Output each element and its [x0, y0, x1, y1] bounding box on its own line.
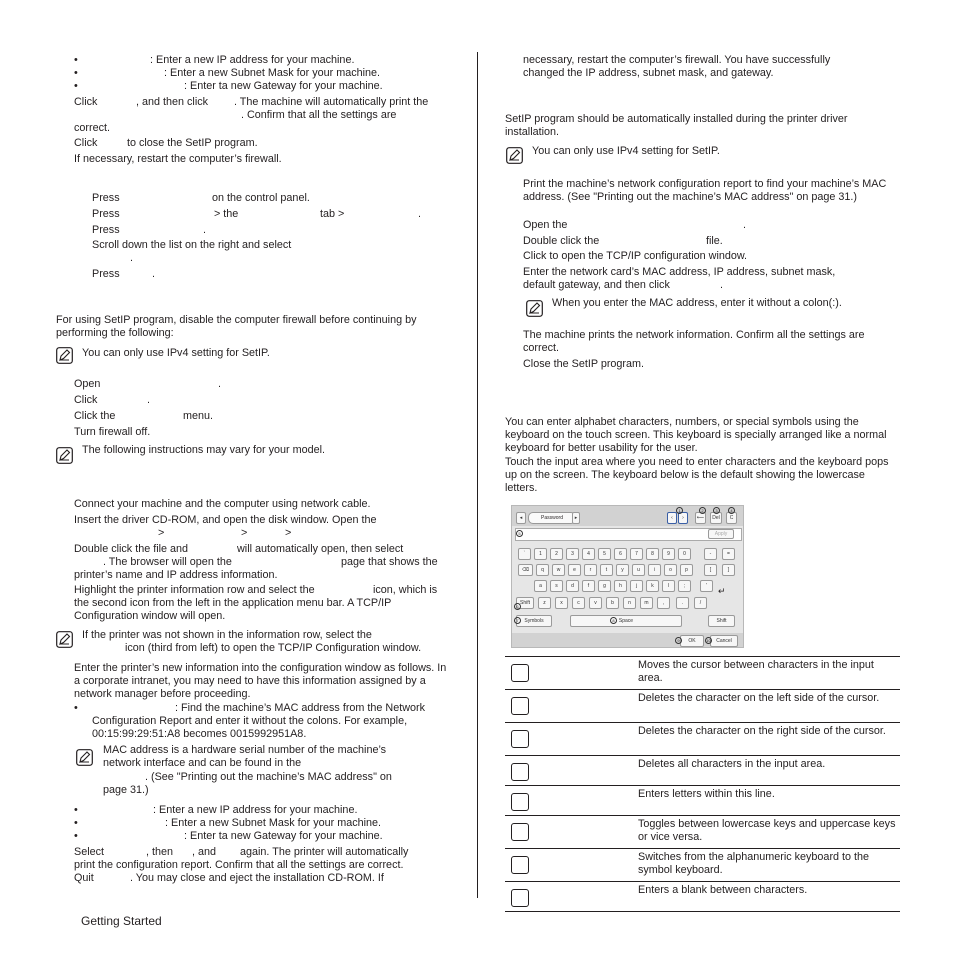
step-text: print the configuration report. Confirm that all the settings are correct. [74, 859, 404, 871]
table-row [505, 657, 900, 690]
note-icon [56, 447, 73, 464]
step-text: Turn firewall off. [74, 426, 151, 438]
shift-key-right[interactable]: Shift [708, 615, 735, 627]
cancel-button[interactable]: Cancel [710, 635, 738, 647]
step-text: . [130, 252, 133, 264]
key-row4-6[interactable]: m [640, 597, 653, 609]
step-text: > the [214, 208, 239, 220]
note-icon [526, 300, 543, 317]
space-key[interactable]: Space [570, 615, 682, 627]
step-text: . The browser will open the [103, 556, 232, 568]
legend-description: Deletes all characters in the input area. [638, 756, 900, 786]
key-row4-0[interactable]: z [538, 597, 551, 609]
page-footer: Getting Started [81, 914, 162, 928]
backspace-key[interactable]: ⌫ [518, 564, 533, 576]
password-field-label: Password [528, 512, 576, 524]
step-text: . [152, 268, 155, 280]
key-row4-7[interactable]: , [657, 597, 670, 609]
step-text: will automatically open, then select [237, 543, 404, 555]
step-text: tab > [320, 208, 345, 220]
legend-description: Deletes the character on the left side of the cursor. [638, 690, 900, 723]
legend-description: Enters a blank between characters. [638, 882, 900, 912]
key-row3-3[interactable]: f [582, 580, 595, 592]
step-text: Press [92, 208, 120, 220]
legend-description: Deletes the character on the right side of the cursor. [638, 723, 900, 756]
key-row3-4[interactable]: g [598, 580, 611, 592]
note-mac: network interface and can be found in the [103, 757, 302, 769]
step-text: If necessary, restart the computer’s firewall. [74, 153, 282, 165]
key-row1-2[interactable]: 2 [550, 548, 563, 560]
note-mac: . (See "Printing out the machine’s MAC address" on [145, 771, 392, 783]
key-row3-0[interactable]: a [534, 580, 547, 592]
key-row3-7[interactable]: k [646, 580, 659, 592]
note-not-shown: If the printer was not shown in the information row, select the [82, 629, 372, 641]
step-text: necessary, restart the computer’s firewall. You have successfully [523, 54, 831, 66]
key-row4-8[interactable]: . [676, 597, 689, 609]
table-row [505, 786, 900, 816]
step-text: Click [74, 137, 98, 149]
key-row4-3[interactable]: v [589, 597, 602, 609]
step-text: Print the machine’s network configuration report to find your machine’s MAC address. (See "Printing out the machine’s MAC address" on page 31.) [523, 178, 887, 203]
legend-description: Toggles between lowercase keys and uppercase keys or vice versa. [638, 816, 900, 849]
key-row1-3[interactable]: 3 [566, 548, 579, 560]
key-row3-10[interactable]: ' [700, 580, 713, 592]
step-text: default gateway, and then click [523, 279, 670, 291]
back-arrow-button[interactable]: ◂ [516, 512, 526, 524]
clear-button[interactable]: C [726, 512, 737, 524]
step-text: Press [92, 268, 120, 280]
note-mac: page 31.) [103, 784, 149, 796]
key-row2-6[interactable]: u [632, 564, 645, 576]
note-not-shown: icon (third from left) to open the TCP/IP Configuration window. [125, 642, 422, 654]
step-text: icon, which is [373, 584, 438, 596]
key-row3-5[interactable]: h [614, 580, 627, 592]
key-row2-5[interactable]: y [616, 564, 629, 576]
step-text: , then [146, 846, 174, 858]
step-text: Press [92, 192, 120, 204]
key-row4-2[interactable]: c [572, 597, 585, 609]
mac-bullet: Configuration Report and enter it without the colons. For example, [92, 715, 408, 727]
step-text: page that shows the [341, 556, 438, 568]
step-text: Close the SetIP program. [523, 358, 645, 370]
enter-info: Enter the printer’s new information into the configuration window as follows. In a corporate intranet, you may need to have this information assigned by a network manager before proceeding. [74, 662, 447, 700]
table-row [505, 849, 900, 882]
note-icon [506, 147, 523, 164]
key-row2-11[interactable]: ] [722, 564, 735, 576]
table-row [505, 816, 900, 849]
step-text: Press [92, 224, 120, 236]
key-row1-1[interactable]: 1 [534, 548, 547, 560]
step-text: to close the SetIP program. [127, 137, 258, 149]
key-row1-9[interactable]: 9 [662, 548, 675, 560]
bullet: • [74, 804, 78, 816]
setip-auto-text: SetIP program should be automatically installed during the printer driver installation. [505, 113, 848, 138]
step-text: Click [74, 96, 98, 108]
step-text: , and then click [136, 96, 209, 108]
step-text: Click [74, 394, 98, 406]
note-ipv4: You can only use IPv4 setting for SetIP. [82, 347, 270, 359]
step-text: Scroll down the list on the right and select [92, 239, 292, 251]
key-row4-1[interactable]: x [555, 597, 568, 609]
bullet-ip: : Enter a new IP address for your machine. [150, 54, 355, 66]
callout-10: 10 [706, 638, 711, 643]
legend-description: Enters letters within this line. [638, 786, 900, 816]
callout-5: 5 [516, 530, 523, 537]
step-text: Select [74, 846, 105, 858]
step-text: . [418, 208, 421, 220]
step-text: Open the [523, 219, 568, 231]
step-text: , and [192, 846, 217, 858]
firewall-intro: For using SetIP program, disable the computer firewall before continuing by performing the following: [56, 314, 417, 339]
note-vary: The following instructions may vary for your model. [82, 444, 326, 456]
number-box-icon [511, 664, 529, 682]
step-text: menu. [183, 410, 214, 422]
key-row2-10[interactable]: [ [704, 564, 717, 576]
bullet-subnet: : Enter a new Subnet Mask for your machine. [165, 817, 382, 829]
number-box-icon [511, 697, 529, 715]
key-row1-6[interactable]: 6 [614, 548, 627, 560]
keyboard-keys [512, 506, 743, 647]
key-row2-1[interactable]: w [552, 564, 565, 576]
key-row3-6[interactable]: j [630, 580, 643, 592]
bullet: • [74, 830, 78, 842]
ok-button[interactable]: OK [680, 635, 704, 647]
key-row3-1[interactable]: s [550, 580, 563, 592]
keyboard-screenshot [511, 505, 744, 648]
key-row2-8[interactable]: o [664, 564, 677, 576]
key-row3-8[interactable]: l [662, 580, 675, 592]
bullet: • [74, 702, 78, 714]
callout-1: 1 [676, 507, 683, 514]
number-box-icon [511, 889, 529, 907]
apply-button[interactable]: Apply [708, 529, 734, 539]
callout-2: 2 [699, 507, 706, 514]
step-text: Enter the network card’s MAC address, IP address, subnet mask, [523, 266, 836, 278]
key-row4-4[interactable]: b [606, 597, 619, 609]
backspace-button[interactable]: ⟵ [695, 512, 706, 524]
column-divider [477, 52, 478, 898]
step-text: . The machine will automatically print the [234, 96, 429, 108]
note-icon [76, 749, 93, 766]
delete-button[interactable]: Del [710, 512, 722, 524]
step-text: correct. [74, 122, 110, 134]
step-text: Configuration window will open. [74, 610, 226, 622]
step-text: Connect your machine and the computer using network cable. [74, 498, 371, 510]
step-text: > [158, 527, 165, 539]
step-text: Click to open the TCP/IP configuration window. [523, 250, 748, 262]
key-row3-2[interactable]: d [566, 580, 579, 592]
step-text: again. The printer will automatically [240, 846, 409, 858]
keyboard-intro: You can enter alphabet characters, numbers, or special symbols using the keyboard on the touch screen. This keyboard is specially arranged like a normal keyboard for better usability for the user. [505, 416, 887, 454]
key-row1-11[interactable]: - [704, 548, 717, 560]
number-box-icon [511, 856, 529, 874]
key-row1-5[interactable]: 5 [598, 548, 611, 560]
bullet-gateway: : Enter ta new Gateway for your machine. [184, 830, 383, 842]
key-row1-0[interactable]: ` [518, 548, 531, 560]
key-row1-10[interactable]: 0 [678, 548, 691, 560]
note-ipv4: You can only use IPv4 setting for SetIP. [532, 145, 720, 157]
callout-8: 8 [610, 617, 617, 624]
callout-3: 3 [713, 507, 720, 514]
callout-7: 7 [514, 617, 521, 624]
cursor-left-button[interactable]: ‹ [667, 512, 677, 524]
mac-bullet: : Find the machine’s MAC address from the Network [175, 702, 426, 714]
symbols-key[interactable]: Symbols [516, 615, 552, 627]
key-row1-7[interactable]: 7 [630, 548, 643, 560]
table-row [505, 723, 900, 756]
step-text: . [743, 219, 746, 231]
step-text: Highlight the printer information row and select the [74, 584, 315, 596]
callout-6: 6 [514, 603, 521, 610]
note-mac: MAC address is a hardware serial number of the machine’s [103, 744, 387, 756]
note-mac: When you enter the MAC address, enter it without a colon(:). [552, 297, 842, 309]
number-box-icon [511, 793, 529, 811]
key-row2-3[interactable]: r [584, 564, 597, 576]
note-icon [56, 347, 73, 364]
step-text: file. [706, 235, 723, 247]
step-text: changed the IP address, subnet mask, and gateway. [523, 67, 774, 79]
bullet-ip: : Enter a new IP address for your machine. [153, 804, 358, 816]
number-box-icon [511, 763, 529, 781]
shift-key-left[interactable]: Shift [516, 597, 534, 609]
step-text: Double click the [523, 235, 600, 247]
key-row1-4[interactable]: 4 [582, 548, 595, 560]
step-text: on the control panel. [212, 192, 310, 204]
step-text: Insert the driver CD-ROM, and open the disk window. Open the [74, 514, 377, 526]
field-arrow-button[interactable]: ▸ [572, 512, 580, 524]
key-row2-9[interactable]: p [680, 564, 693, 576]
step-text: . [147, 394, 150, 406]
step-text: Open [74, 378, 101, 390]
step-text: . [720, 279, 723, 291]
step-text: Quit [74, 872, 94, 884]
bullet: • [74, 80, 78, 92]
legend-description: Switches from the alphanumeric keyboard to the symbol keyboard. [638, 849, 900, 882]
table-row [505, 690, 900, 723]
bullet-gateway: : Enter ta new Gateway for your machine. [184, 80, 383, 92]
table-row [505, 756, 900, 786]
enter-key-icon: ↵ [718, 586, 726, 596]
step-text: . Confirm that all the settings are [241, 109, 397, 121]
key-row2-0[interactable]: q [536, 564, 549, 576]
legend-description: Moves the cursor between characters in the input area. [638, 657, 900, 690]
keyboard-touch-text: Touch the input area where you need to enter characters and the keyboard pops up on the screen. The keyboard below is the default showing the lowercase letters. [505, 456, 889, 494]
step-text: > [241, 527, 248, 539]
bullet: • [74, 54, 78, 66]
step-text: The machine prints the network information. Confirm all the settings are correct. [523, 329, 865, 354]
note-icon [56, 631, 73, 648]
table-row [505, 882, 900, 912]
step-text: . [218, 378, 221, 390]
bullet-subnet: : Enter a new Subnet Mask for your machine. [164, 67, 381, 79]
bullet: • [74, 67, 78, 79]
step-text: printer’s name and IP address information. [74, 569, 278, 581]
number-box-icon [511, 823, 529, 841]
number-box-icon [511, 730, 529, 748]
step-text: Click the [74, 410, 116, 422]
bullet: • [74, 817, 78, 829]
key-row4-9[interactable]: / [694, 597, 707, 609]
key-row3-9[interactable]: ; [678, 580, 691, 592]
step-text: the second icon from the left in the application menu bar. A TCP/IP [74, 597, 392, 609]
cursor-right-button[interactable]: › [678, 512, 688, 524]
mac-bullet: 00:15:99:29:51:A8 becomes 0015992951A8. [92, 728, 307, 740]
key-row1-8[interactable]: 8 [646, 548, 659, 560]
key-row1-12[interactable]: = [722, 548, 735, 560]
step-text: . You may close and eject the installation CD-ROM. If [130, 872, 384, 884]
keyboard-legend-table [505, 656, 900, 912]
key-row2-7[interactable]: i [648, 564, 661, 576]
step-text: > [285, 527, 292, 539]
callout-9: 9 [675, 637, 682, 644]
key-row2-4[interactable]: t [600, 564, 613, 576]
step-text: Double click the file and [74, 543, 189, 555]
key-row4-5[interactable]: n [623, 597, 636, 609]
key-row2-2[interactable]: e [568, 564, 581, 576]
callout-4: 4 [728, 507, 735, 514]
step-text: . [203, 224, 206, 236]
